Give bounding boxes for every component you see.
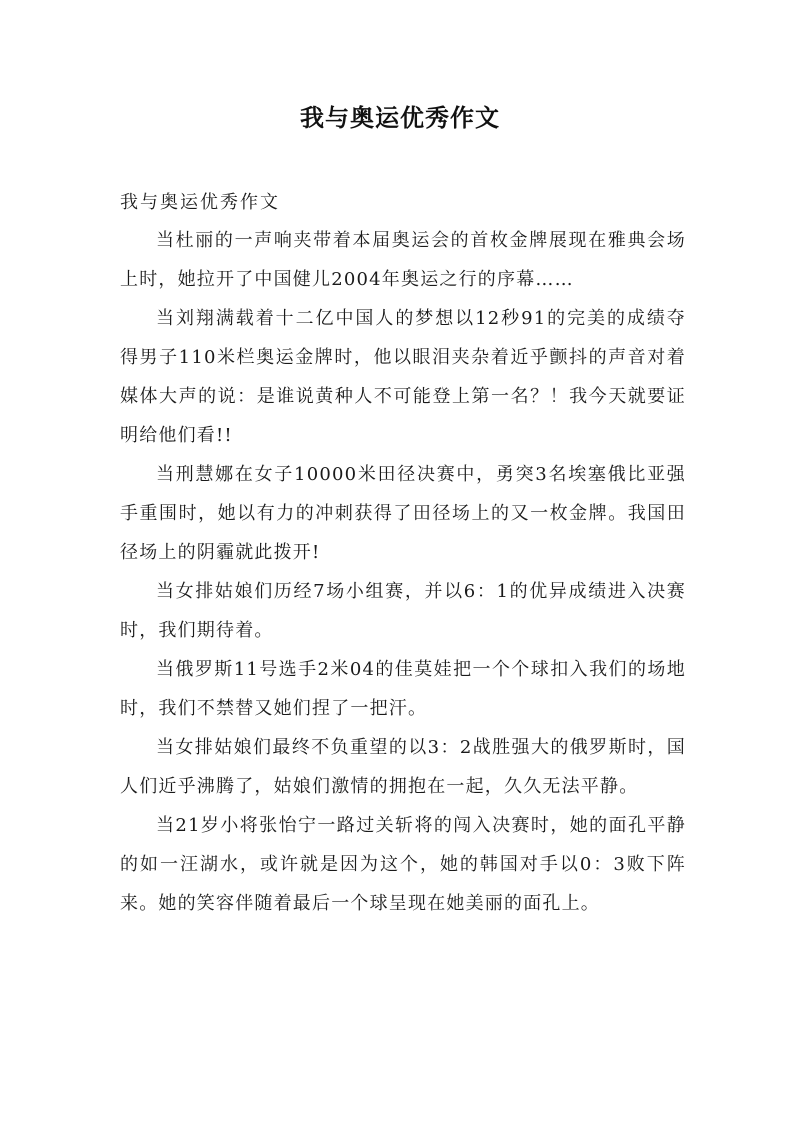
paragraph-3: 当刑慧娜在女子10000米田径决赛中，勇突3名埃塞俄比亚强手重围时，她以有力的冲刺获得了田径场上的又一枚金牌。我国田径场上的阴霾就此拨开! xyxy=(120,464,686,563)
document-title: 我与奥运优秀作文 xyxy=(300,104,500,132)
paragraph-2: 当刘翔满载着十二亿中国人的梦想以12秒91的完美的成绩夺得男子110米栏奥运金牌时，他以眼泪夹杂着近乎颤抖的声音对着媒体大声的说：是谁说黄种人不可能登上第一名？！我今天就要证明给他们看!! xyxy=(120,308,686,446)
paragraph-5: 当俄罗斯11号选手2米04的佳莫娃把一个个球扣入我们的场地时，我们不禁替又她们捏了一把汗。 xyxy=(120,659,686,719)
paragraph-1: 当杜丽的一声响夹带着本届奥运会的首枚金牌展现在雅典会场上时，她拉开了中国健儿2004年奥运之行的序幕…… xyxy=(120,230,686,290)
paragraph-6: 当女排姑娘们最终不负重望的以3：2战胜强大的俄罗斯时，国人们近乎沸腾了，姑娘们激情的拥抱在一起，久久无法平静。 xyxy=(120,737,686,797)
paragraph-4: 当女排姑娘们历经7场小组赛，并以6：1的优异成绩进入决赛时，我们期待着。 xyxy=(120,581,686,641)
document-subtitle: 我与奥运优秀作文 xyxy=(120,192,280,213)
paragraph-7: 当21岁小将张怡宁一路过关斩将的闯入决赛时，她的面孔平静的如一汪湖水，或许就是因为这个，她的韩国对手以0：3败下阵来。她的笑容伴随着最后一个球呈现在她美丽的面孔上。 xyxy=(120,815,686,914)
document-body xyxy=(120,185,686,923)
